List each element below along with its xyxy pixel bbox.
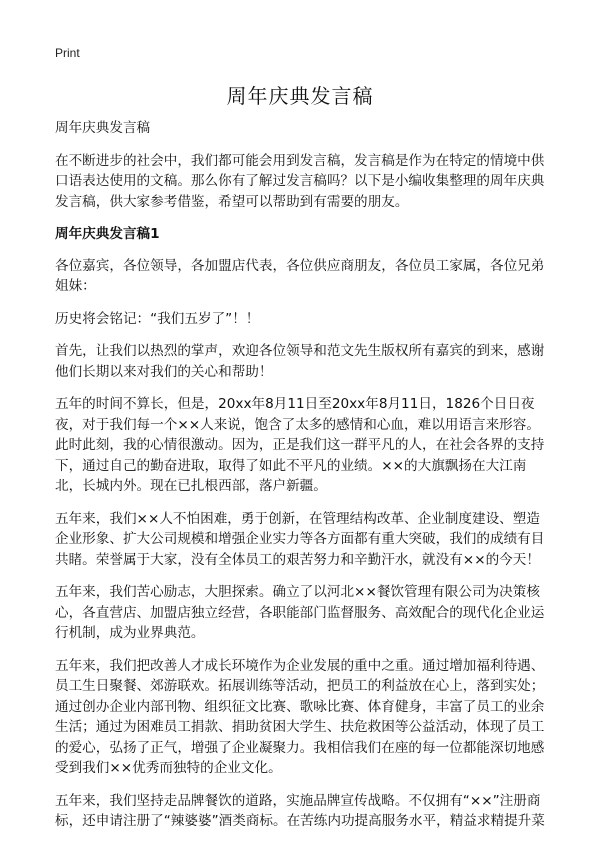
document-subtitle: 周年庆典发言稿: [55, 120, 151, 136]
intro-paragraph: 在不断进步的社会中，我们都可能会用到发言稿，发言稿是作为在特定的情境中供口语表达使用的文稿。那么你有了解过发言稿吗？以下是小编收集整理的周年庆典发言稿，供大家参考借鉴，希望可以帮助到有需要的朋友。: [55, 152, 545, 210]
section-heading: 周年庆典发言稿1: [55, 226, 160, 242]
body-paragraph: 五年的时间不算长，但是，20xx年8月11日至20xx年8月11日，1826个日日夜夜，对于我们每一个××人来说，饱含了太多的感情和心血，难以用语言来形容。此时此刻，我的心情很激动。因为，正是我们这一群平凡的人，在社会各界的支持下，通过自己的勤奋进取，取得了如此不平凡的业绩。××的大旗飘扬在大江南北，长城内外。现在已扎根西部，落户新疆。: [55, 396, 545, 494]
body-paragraph: 各位嘉宾，各位领导，各加盟店代表，各位供应商朋友，各位员工家属，各位兄弟姐妹：: [55, 257, 545, 294]
body-paragraph: 五年来，我们把改善人才成长环境作为企业发展的重中之重。通过增加福利待遇、员工生日聚餐、郊游联欢。拓展训练等活动，把员工的利益放在心上，落到实处；通过创办企业内部刊物、组织征文比赛、歌咏比赛、体育健身，丰富了员工的业余生活；通过为困难员工捐款、捐助贫困大学生、扶危救困等公益活动，体现了员工的爱心，弘扬了正气，增强了企业凝聚力。我相信我们在座的每一位都能深切地感受到我们××优秀而独特的企业文化。: [55, 657, 545, 776]
print-link[interactable]: Print: [55, 46, 80, 60]
body-paragraph: 五年来，我们苦心励志，大胆探索。确立了以河北××餐饮管理有限公司为决策核心，各直营店、加盟店独立经营，各职能部门监督服务、高效配合的现代化企业运行机制，成为业界典范。: [55, 584, 545, 641]
page-title: 周年庆典发言稿: [226, 84, 374, 108]
body-paragraph: 五年来，我们××人不怕困难，勇于创新，在管理结构改革、企业制度建设、塑造企业形象、扩大公司规模和增强企业实力等各方面都有重大突破，我们的成绩有目共睹。荣誉属于大家，没有全体员工的艰苦努力和辛勤汗水，就没有××的今天！: [55, 510, 545, 568]
body-paragraph: 历史将会铭记：“我们五岁了”！！: [55, 310, 260, 327]
document-body: [55, 118, 549, 844]
body-paragraph: 首先，让我们以热烈的掌声，欢迎各位领导和范文先生版权所有嘉宾的到来，感谢他们长期以来对我们的关心和帮助！: [55, 343, 545, 380]
body-paragraph: 五年来，我们坚持走品牌餐饮的道路，实施品牌宣传战略。不仅拥有“××”注册商标，还申请注册了“辣婆婆”酒类商标。在苦练内功提高服务水平，精益求精提升菜: [55, 792, 545, 829]
